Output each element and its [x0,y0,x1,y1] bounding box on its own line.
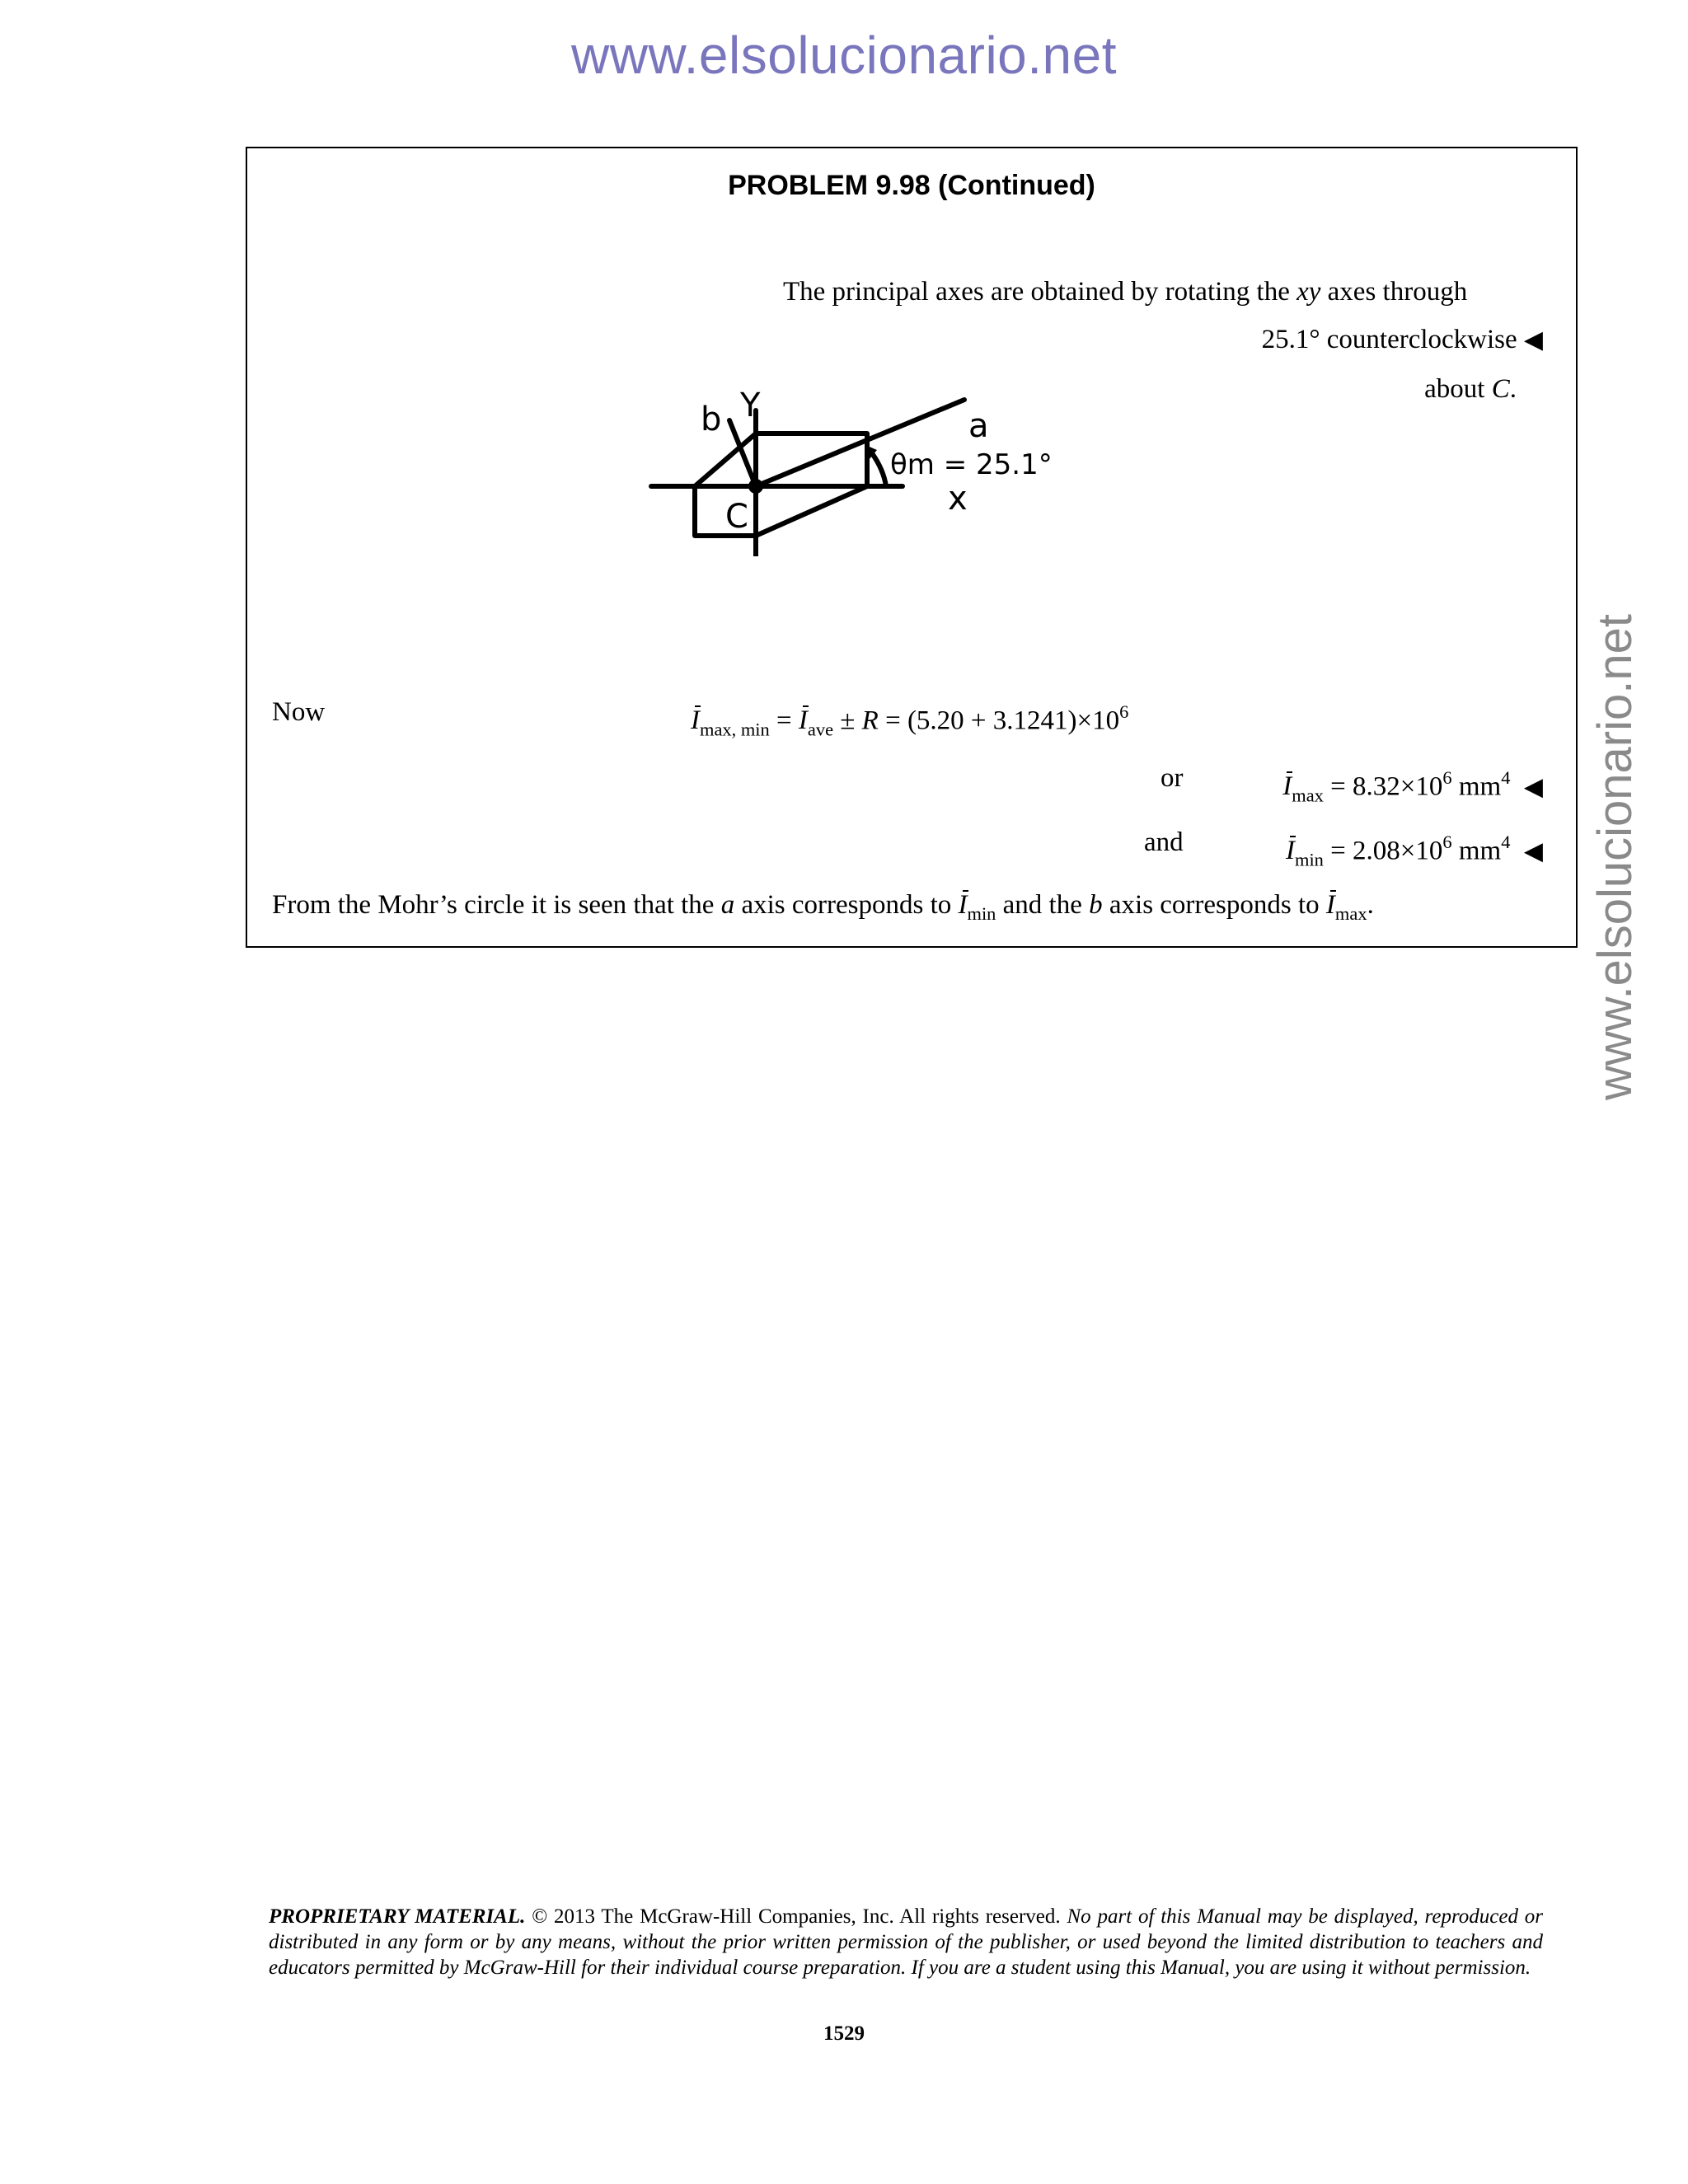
watermark-side: www.elsolucionario.net [1588,614,1642,1100]
label-b: b [701,401,722,438]
conclusion-text: From the Mohr’s circle it is seen that the [272,890,721,920]
copyright-footer [269,1904,1543,1980]
i-bar: I [691,705,700,736]
result-line-3 [1424,373,1517,405]
watermark-top: www.elsolucionario.net [571,26,1117,85]
principal-axes-figure [668,387,1179,832]
angle-arc [872,453,886,486]
problem-box [246,147,1578,948]
result-text: . [1509,374,1517,404]
unit-exponent: 4 [1501,832,1511,852]
exponent: 6 [1442,832,1452,852]
imax-value: = 8.32×10 [1323,771,1443,802]
i-bar: I [798,705,808,736]
min-subscript: min [967,902,996,924]
result-line-2 [1262,323,1543,357]
result-text: about [1424,374,1492,404]
equals: = [769,705,799,736]
footer-title: PROPRIETARY MATERIAL. [269,1905,526,1928]
lower-diagonal [756,486,867,536]
axis-b: b [1089,890,1103,920]
equation-now [691,696,1128,746]
label-a: a [968,407,989,445]
result-xy: xy [1296,277,1321,307]
conclusion-text: axis corresponds to [734,890,959,920]
answer-marker-icon: ◀ [1523,772,1543,802]
unit-exponent: 4 [1501,767,1511,788]
unit: mm [1451,771,1502,802]
footer-copyright: © 2013 The McGraw-Hill Companies, Inc. All rights reserved. [525,1905,1067,1928]
rhs-expression: = (5.20 + 3.1241)×10 [878,705,1120,736]
or-label: or [1160,763,1184,793]
page-number: 1529 [823,2022,865,2045]
radius-symbol: R [861,705,879,736]
conclusion-text: . [1367,890,1374,920]
result-text: axes through [1320,277,1468,307]
lhs-subscript: max, min [700,719,770,740]
conclusion-text: and the [996,890,1090,920]
result-line-1 [783,275,1467,308]
plus-minus: ± [833,705,862,736]
max-subscript: max [1292,785,1324,806]
exponent: 6 [1119,701,1129,722]
now-label: Now [272,697,326,727]
equation-imin [1286,826,1543,876]
i-bar: I [1325,890,1335,920]
i-bar: I [1286,836,1295,866]
min-subscript: min [1295,849,1324,870]
footer-notice: No part of this Manual may be displayed, reproduced or distributed in any form or by any means, without the prior written permission of the publisher, or used beyond the limited distribution to teachers and educators permitted by McGraw-Hill for their individual course preparation. If you are a student using this Manual, you are using it without permission. [269,1905,1544,1979]
conclusion-text: axis corresponds to [1102,890,1326,920]
label-y: Y [740,387,761,424]
unit: mm [1451,836,1502,866]
result-c: C [1491,374,1510,404]
ave-subscript: ave [807,719,834,740]
centroid-point [748,479,763,494]
conclusion-line [272,888,1374,930]
answer-marker-icon: ◀ [1523,837,1543,866]
imin-value: = 2.08×10 [1323,836,1443,866]
label-c: C [725,498,748,536]
max-subscript: max [1334,902,1367,924]
i-bar: I [1282,771,1292,802]
and-label: and [1144,827,1184,857]
result-text: The principal axes are obtained by rotating the [783,277,1297,307]
result-angle: 25.1° counterclockwise [1261,325,1517,354]
equation-imax [1282,762,1543,812]
i-bar: I [958,890,968,920]
label-x: x [948,480,968,518]
axis-a: a [720,890,735,920]
exponent: 6 [1442,767,1452,788]
angle-label: θm = 25.1° [890,448,1053,481]
answer-marker-icon: ◀ [1523,326,1543,354]
problem-heading: PROBLEM 9.98 (Continued) [728,170,1095,201]
